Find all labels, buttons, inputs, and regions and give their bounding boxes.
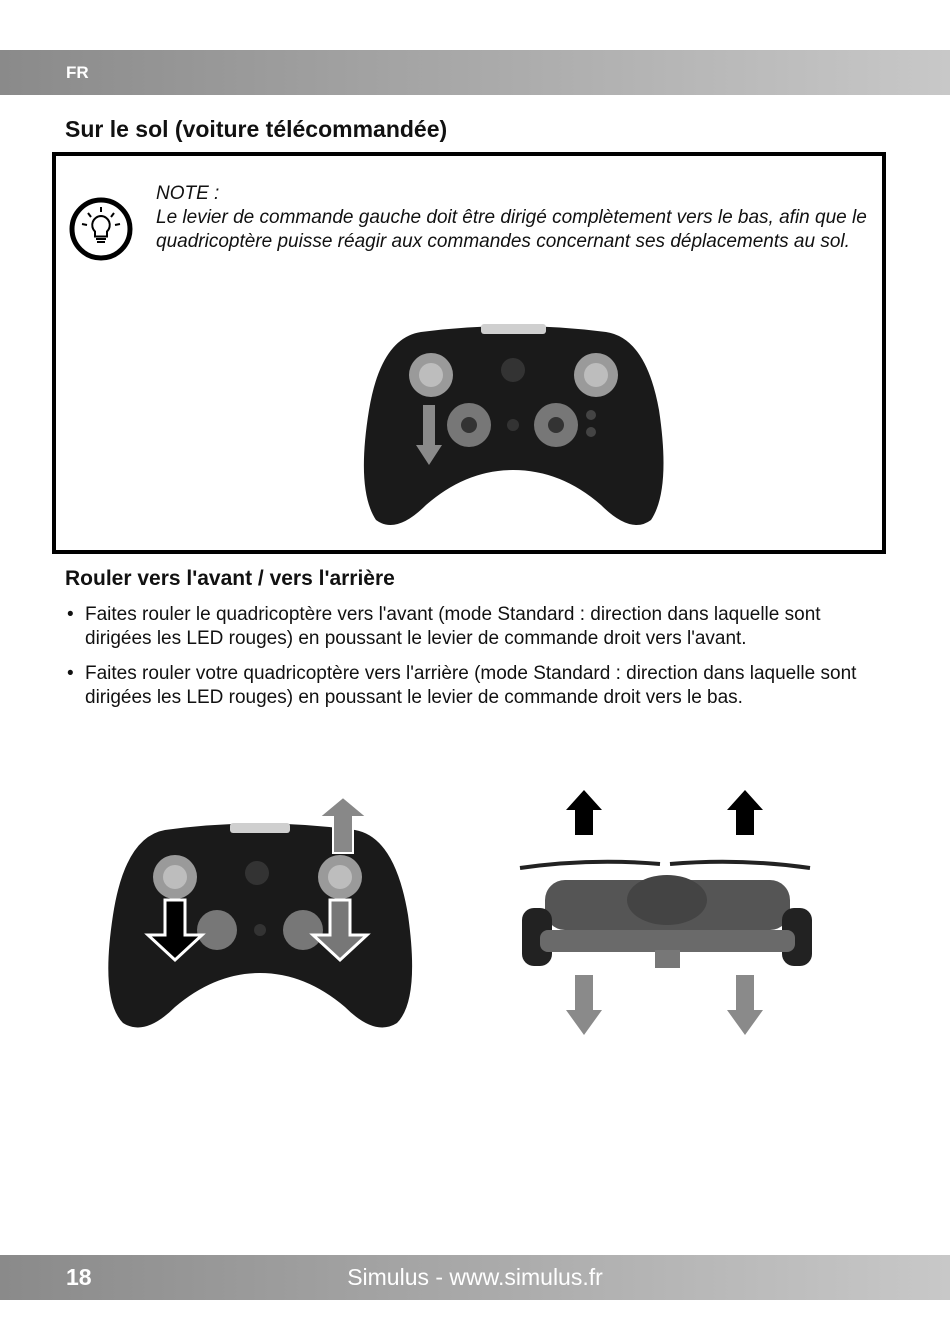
header-bar [0,50,950,95]
note-label: NOTE : [156,183,220,204]
language-label: FR [66,63,89,82]
controller-illustration-left-stick-down [361,320,666,530]
list-item: • Faites rouler le quadricoptère vers l'avant (mode Standard : direction dans laquelle sont dirigées les LED rouges) en poussant le levier de commande droit vers l'avant. [67,604,821,649]
footer-bar [0,1255,950,1300]
subsection-title: Rouler vers l'avant / vers l'arrière [65,567,395,590]
drone-illustration [510,790,825,1045]
lightbulb-icon [68,196,134,262]
list-item: • Faites rouler votre quadricoptère vers l'arrière (mode Standard : direction dans laquelle sont dirigées les LED rouges) en poussant le levier de commande droit vers le bas. [67,663,857,708]
controller-illustration-drive [105,795,415,1035]
note-box [52,152,886,554]
page-number: 18 [66,1264,92,1290]
section-title: Sur le sol (voiture télécommandée) [65,116,448,142]
note-text: Le levier de commande gauche doit être dirigé complètement vers le bas, afin que le quadricoptère puisse réagir aux commandes concernant ses déplacements au sol. [156,207,867,252]
instruction-list [65,603,885,721]
footer-website: Simulus - www.simulus.fr [347,1264,603,1290]
